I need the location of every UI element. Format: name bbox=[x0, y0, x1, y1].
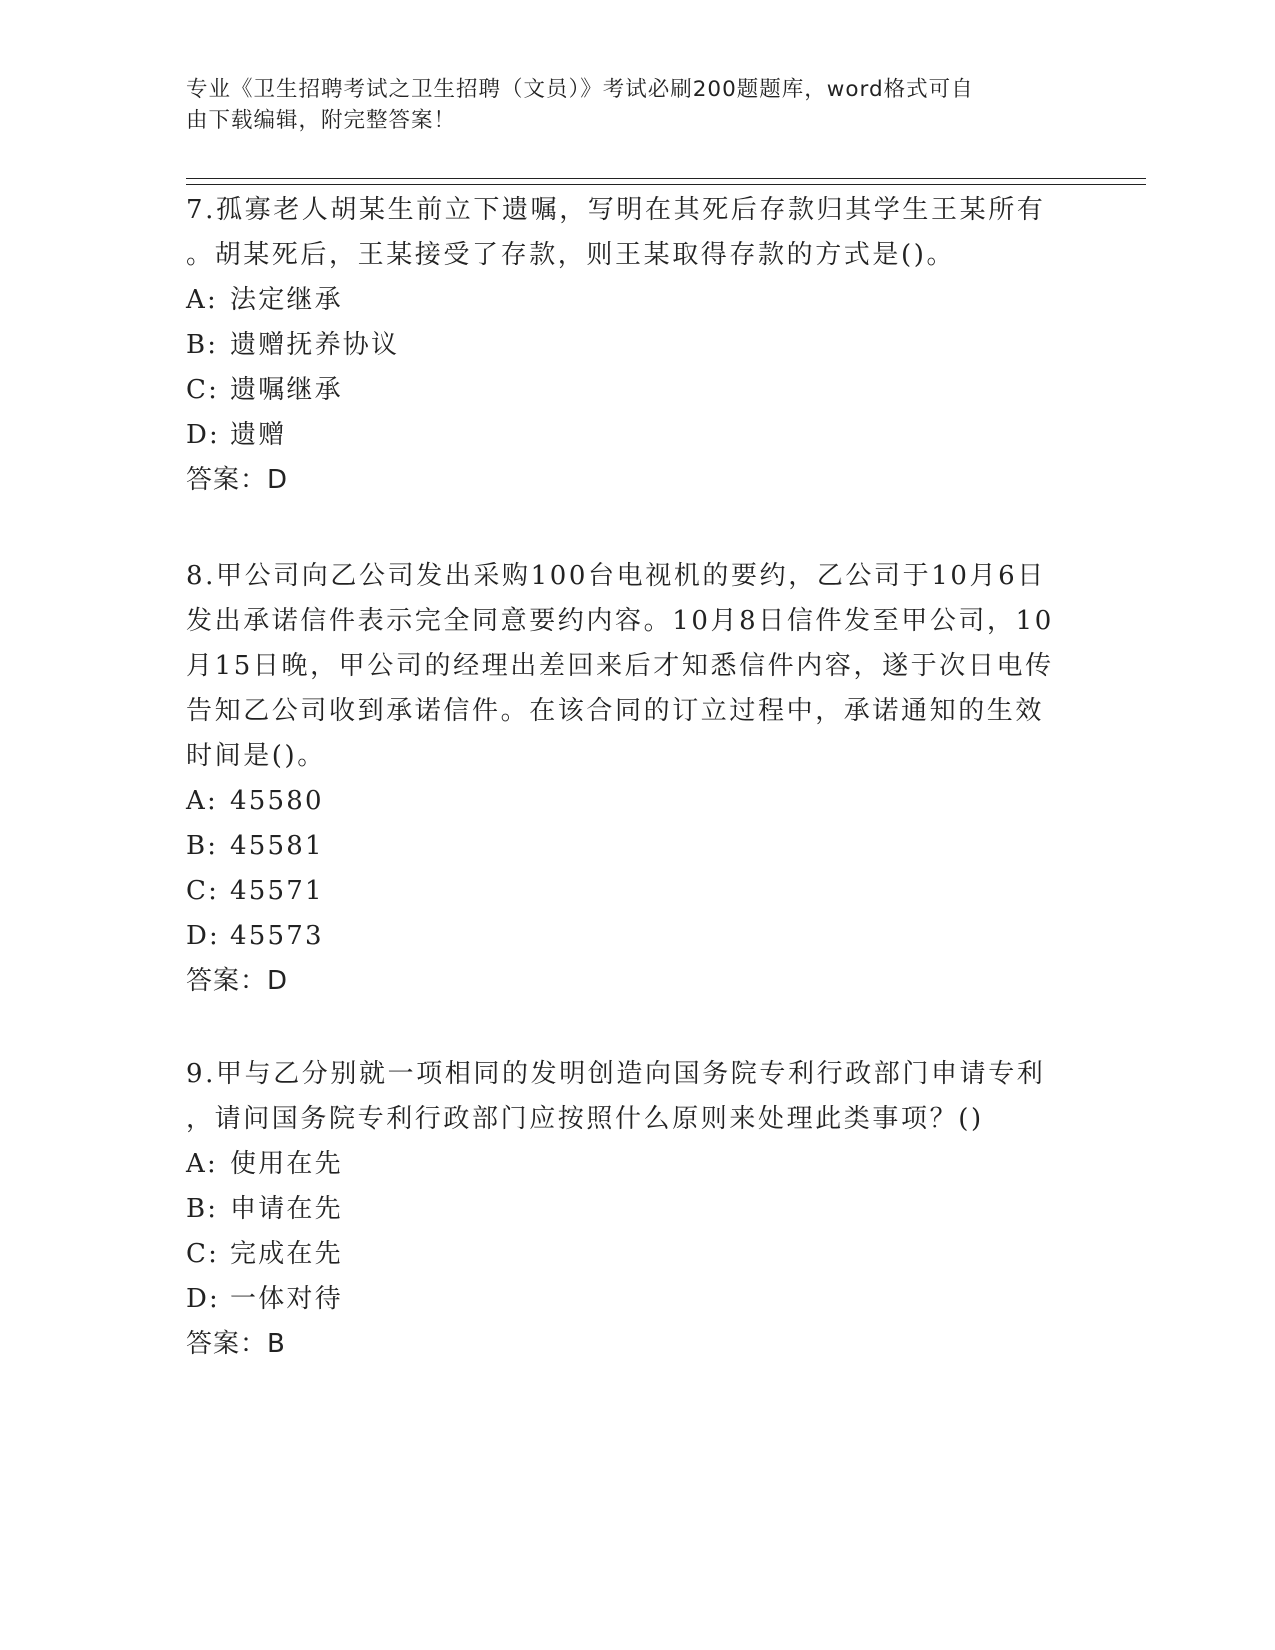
option-d bbox=[186, 1277, 1076, 1322]
stem-line: 8.甲公司向乙公司发出采购100台电视机的要约，乙公司于10月6日 bbox=[186, 561, 1046, 591]
stem-line: 7.孤寡老人胡某生前立下遗嘱，写明在其死后存款归其学生王某所有 bbox=[186, 195, 1046, 225]
option-key: D: bbox=[186, 921, 221, 951]
option-a bbox=[186, 1142, 1076, 1187]
option-text: 遗嘱继承 bbox=[230, 375, 343, 405]
stem-line: 发出承诺信件表示完全同意要约内容。10月8日信件发至甲公司，10 bbox=[186, 606, 1054, 636]
header-line-1: 专业《卫生招聘考试之卫生招聘（文员）》考试必刷200题题库，word格式可自 bbox=[186, 77, 974, 102]
stem-line: ，请问国务院专利行政部门应按照什么原则来处理此类事项？() bbox=[186, 1104, 984, 1134]
option-key: A: bbox=[186, 786, 218, 816]
header-divider-bottom bbox=[186, 184, 1146, 185]
option-text: 45581 bbox=[230, 831, 324, 861]
stem-line: 。胡某死后，王某接受了存款，则王某取得存款的方式是()。 bbox=[186, 240, 956, 270]
option-a bbox=[186, 779, 1076, 824]
option-text: 一体对待 bbox=[230, 1284, 343, 1314]
option-c bbox=[186, 1232, 1076, 1277]
option-c bbox=[186, 869, 1076, 914]
question-8 bbox=[186, 554, 1076, 1004]
header-line-2: 由下载编辑，附完整答案！ bbox=[186, 108, 457, 133]
option-b bbox=[186, 323, 1076, 368]
option-d bbox=[186, 914, 1076, 959]
option-key: C: bbox=[186, 375, 220, 405]
option-text: 完成在先 bbox=[230, 1239, 343, 1269]
question-stem bbox=[186, 554, 1076, 779]
stem-line: 时间是()。 bbox=[186, 741, 326, 771]
stem-line: 9.甲与乙分别就一项相同的发明创造向国务院专利行政部门申请专利 bbox=[186, 1059, 1046, 1089]
option-text: 45573 bbox=[230, 921, 324, 951]
stem-line: 告知乙公司收到承诺信件。在该合同的订立过程中，承诺通知的生效 bbox=[186, 696, 1045, 726]
header-divider-top bbox=[186, 178, 1146, 179]
option-key: D: bbox=[186, 1284, 221, 1314]
option-text: 申请在先 bbox=[230, 1194, 343, 1224]
answer: 答案：D bbox=[186, 966, 289, 996]
option-key: A: bbox=[186, 1149, 218, 1179]
option-key: A: bbox=[186, 285, 218, 315]
question-stem bbox=[186, 1052, 1076, 1142]
question-9 bbox=[186, 1052, 1076, 1367]
option-key: D: bbox=[186, 420, 221, 450]
question-stem bbox=[186, 188, 1076, 278]
option-text: 45571 bbox=[230, 876, 324, 906]
answer: 答案：B bbox=[186, 1329, 286, 1359]
option-key: B: bbox=[186, 330, 219, 360]
stem-line: 月15日晚，甲公司的经理出差回来后才知悉信件内容，遂于次日电传 bbox=[186, 651, 1054, 681]
question-7 bbox=[186, 188, 1076, 503]
option-key: C: bbox=[186, 876, 220, 906]
option-text: 遗赠抚养协议 bbox=[230, 330, 400, 360]
option-d bbox=[186, 413, 1076, 458]
document-header bbox=[186, 74, 1066, 136]
option-text: 法定继承 bbox=[230, 285, 343, 315]
option-key: B: bbox=[186, 831, 219, 861]
option-text: 遗赠 bbox=[230, 420, 287, 450]
option-text: 使用在先 bbox=[230, 1149, 343, 1179]
option-a bbox=[186, 278, 1076, 323]
option-c bbox=[186, 368, 1076, 413]
option-key: C: bbox=[186, 1239, 220, 1269]
option-b bbox=[186, 1187, 1076, 1232]
answer: 答案：D bbox=[186, 465, 289, 495]
option-b bbox=[186, 824, 1076, 869]
option-text: 45580 bbox=[230, 786, 324, 816]
option-key: B: bbox=[186, 1194, 219, 1224]
